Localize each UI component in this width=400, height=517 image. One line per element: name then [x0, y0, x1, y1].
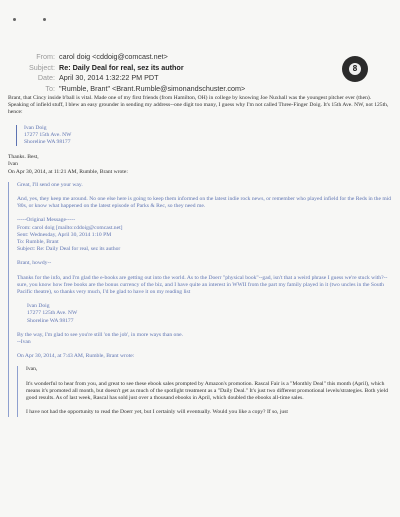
original-message-line: Subject: Re: Daily Deal for real, sez its author: [17, 246, 121, 253]
eight-ball-icon: [342, 56, 368, 82]
quote-paragraph: Great, I'll send one your way.: [17, 181, 83, 188]
address-line[interactable]: Shoreline WA 98177: [27, 317, 74, 324]
closing-line: Thanks. Best,: [8, 154, 39, 161]
quoted-address: [27, 303, 392, 325]
date-value: April 30, 2014 1:32:22 PM PDT: [59, 73, 159, 82]
quote-paragraph: Thanks for the info, and I'm glad the e-books are getting out into the world. As to the Doerr "physical book"--gad, isn't that a weird phrase I guess we're stuck with?--sure, you know how free books are the bonus currency of the biz, and I have quite an interest in WWII from the part my family played in it (two uncles in the South Pacific theatre), so thanks very much, I'd be glad to have it on my reading list: [17, 274, 388, 296]
eight-ball-face: [349, 63, 361, 75]
email-header: [8, 52, 338, 94]
to-value[interactable]: "Rumble, Brant" <Brant.Rumble@simonandschuster.com>: [59, 83, 246, 93]
eight-ball-glyph: 8: [352, 64, 358, 73]
quote-paragraph: Ivan,: [26, 366, 38, 373]
original-message-block: [17, 217, 392, 253]
original-message-line: Sent: Wednesday, April 30, 2014 1:10 PM: [17, 231, 112, 238]
address-line: Ivan Doig: [27, 303, 50, 310]
quote-paragraph: I have not had the opportunity to read the Doerr yet, but I certainly will eventually. Would you like a copy? If so, just: [26, 409, 288, 416]
subject-label: Subject:: [29, 62, 55, 72]
from-label: From:: [36, 52, 55, 61]
quoted-message: [8, 182, 392, 417]
quote-paragraph: It's wonderful to hear from you, and great to see these ebook sales prompted by Amazon's promotion. Rascal Fair is a "Monthly Deal" this month (April), which means it's promoted all month, but doesn't get as much of the spotlight treatment as a "Daily Deal." It's just two different promotional levels/strategies. Both yield good results. As of last week, Rascal has sold just over a thousand ebooks in April, which doubled the ebooks all-time sales.: [26, 380, 388, 402]
to-row: [8, 84, 338, 95]
scan-mark: [43, 18, 46, 21]
quote-attribution: On Apr 30, 2014, at 11:21 AM, Rumble, Brant wrote:: [8, 168, 128, 175]
address-line[interactable]: Shoreline WA 98177: [24, 139, 71, 146]
from-row: [8, 52, 338, 63]
subject-row: [8, 63, 338, 74]
from-value[interactable]: carol doig <cddoig@comcast.net>: [59, 52, 168, 61]
original-message-line: -----Original Message-----: [17, 217, 76, 224]
nested-quoted-message: [17, 366, 392, 416]
signature-address: [16, 125, 392, 147]
quote-bar: [16, 125, 17, 147]
quote-paragraph: Brant, howdy--: [17, 260, 52, 267]
closing-line: Ivan: [8, 161, 18, 168]
quote-paragraph: And, yes, they keep me around. No one else here is going to keep them informed on the latest indie rock news, or remember who played infield for the Reds in the mid '80s, or know what happened on the latest episode of Parks & Rec, so they need me.: [17, 196, 392, 210]
quote-bar: [17, 366, 18, 416]
scan-mark: [13, 18, 16, 21]
quote-bar: [8, 182, 9, 417]
to-label: To:: [45, 83, 55, 93]
message-paragraph: Brant, that Cincy inside b'ball is vital. Made one of my first friends (from Hamilton, OH) in college by knowing Joe Nuxhall was the youngest pitcher ever (then). Speaking of infield stuff, I blew an easy grounder in sending my address--one digit too many, I guess why I'm not called Three-Finger Doig. It's 15th Ave. NW, not 125th, hence:: [8, 95, 389, 116]
original-message-line[interactable]: From: carol doig [mailto:cddoig@comcast.net]: [17, 224, 123, 231]
message-body: [8, 95, 392, 417]
address-line[interactable]: 17277 125th Ave. NW: [27, 310, 78, 317]
quote-attribution: On Apr 30, 2014, at 7:43 AM, Rumble, Brant wrote:: [17, 353, 135, 360]
address-line[interactable]: 17277 15th Ave. NW: [24, 131, 72, 138]
quote-paragraph: --Ivan: [17, 339, 31, 346]
address-line: Ivan Doig: [24, 124, 47, 131]
quote-paragraph: By the way, I'm glad to see you're still 'on the job', in more ways than one.: [17, 331, 184, 338]
original-message-line: To: Rumble, Brant: [17, 239, 59, 246]
date-row: [8, 73, 338, 84]
subject-value: Re: Daily Deal for real, sez its author: [59, 62, 184, 72]
date-label: Date:: [37, 73, 55, 82]
